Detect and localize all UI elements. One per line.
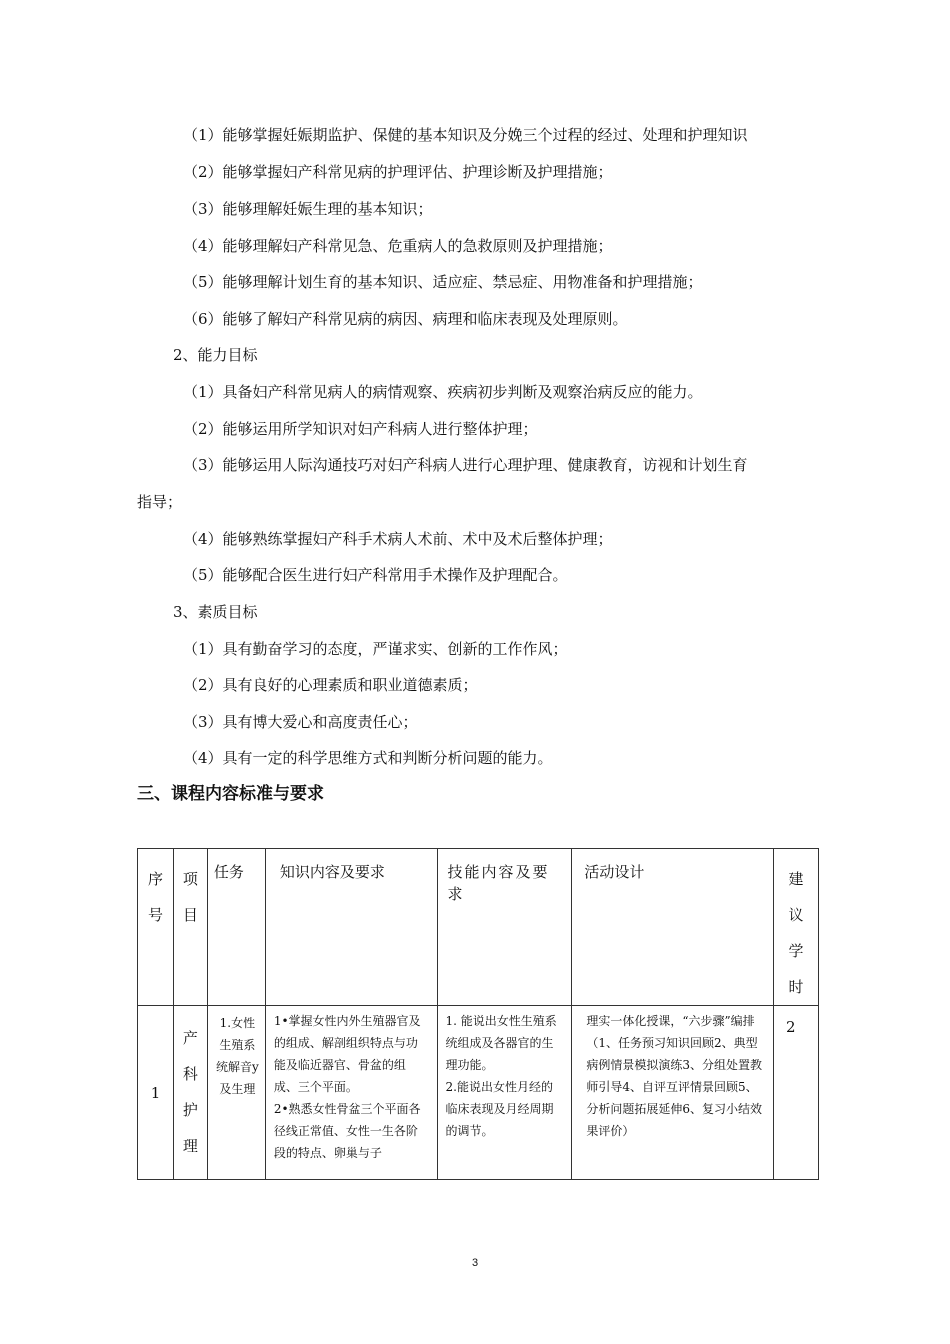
header-num: 序号 <box>138 849 174 1006</box>
header-hours: 建议学时 <box>774 849 819 1006</box>
ability-item-5: （5）能够配合医生进行妇产科常用手术操作及护理配合。 <box>183 566 568 584</box>
row-activity: 理实一体化授课，“六步骤”编排（1、任务预习知识回顾2、典型病例情景模拟演练3、分组处置教师引导4、自评互评情景回顾5、分析问题拓展延伸6、复习小结效果评价） <box>572 1006 774 1180</box>
header-task: 任务 <box>207 849 265 1006</box>
quality-item-1: （1）具有勤奋学习的态度，严谨求实、创新的工作作风； <box>183 640 568 658</box>
quality-item-3: （3）具有博大爱心和高度责任心； <box>183 713 418 731</box>
header-skill: 技能内容及要求 <box>437 849 572 1006</box>
ability-item-1: （1）具备妇产科常见病人的病情观察、疾病初步判断及观察治病反应的能力。 <box>183 383 703 401</box>
ability-item-2: （2）能够运用所学知识对妇产科病人进行整体护理； <box>183 420 538 438</box>
knowledge-req-1: 1•掌握女性内外生殖器官及的组成、解剖组织特点与功能及临近器官、骨盆的组成、三个平面。 <box>273 1014 421 1094</box>
quality-item-2: （2）具有良好的心理素质和职业道德素质； <box>183 676 478 694</box>
header-knowledge: 知识内容及要求 <box>265 849 437 1006</box>
row-hours: 2 <box>774 1006 819 1180</box>
table-header-row <box>138 849 819 1006</box>
quality-item-4: （4）具有一定的科学思维方式和判断分析问题的能力。 <box>183 749 553 767</box>
knowledge-item-4: （4）能够理解妇产科常见急、危重病人的急救原则及护理措施； <box>183 237 613 255</box>
row-skill <box>437 1006 572 1180</box>
knowledge-item-5: （5）能够理解计划生育的基本知识、适应症、禁忌症、用物准备和护理措施； <box>183 273 703 291</box>
header-activity: 活动设计 <box>572 849 774 1006</box>
knowledge-req-2: 2•熟悉女性骨盆三个平面各径线正常值、女性一生各阶段的特点、卵巢与子 <box>273 1102 421 1160</box>
skill-req-2: 2.能说出女性月经的临床表现及月经周期的调节。 <box>445 1080 554 1138</box>
row-knowledge <box>265 1006 437 1180</box>
ability-item-3-cont: 指导； <box>137 493 183 511</box>
knowledge-item-2: （2）能够掌握妇产科常见病的护理评估、护理诊断及护理措施； <box>183 163 613 181</box>
quality-heading: 3、素质目标 <box>173 603 258 621</box>
header-project: 项目 <box>173 849 207 1006</box>
course-content-table <box>137 848 819 1180</box>
ability-item-3: （3）能够运用人际沟通技巧对妇产科病人进行心理护理、健康教育，访视和计划生育 <box>183 456 748 474</box>
section-heading: 三、课程内容标准与要求 <box>137 784 324 804</box>
knowledge-item-1: （1）能够掌握妊娠期监护、保健的基本知识及分娩三个过程的经过、处理和护理知识 <box>183 126 748 144</box>
skill-req-1: 1. 能说出女性生殖系统组成及各器官的生理功能。 <box>445 1014 557 1072</box>
knowledge-item-6: （6）能够了解妇产科常见病的病因、病理和临床表现及处理原则。 <box>183 310 628 328</box>
table-row <box>138 1006 819 1180</box>
page-number: 3 <box>471 1257 479 1269</box>
row-num: 1 <box>138 1006 174 1180</box>
ability-heading: 2、能力目标 <box>173 346 258 364</box>
knowledge-item-3: （3）能够理解妊娠生理的基本知识； <box>183 200 433 218</box>
ability-item-4: （4）能够熟练掌握妇产科手术病人术前、术中及术后整体护理； <box>183 530 613 548</box>
row-project: 产科护理 <box>173 1006 207 1180</box>
row-task: 1.女性生殖系统解音y及生理 <box>207 1006 265 1180</box>
